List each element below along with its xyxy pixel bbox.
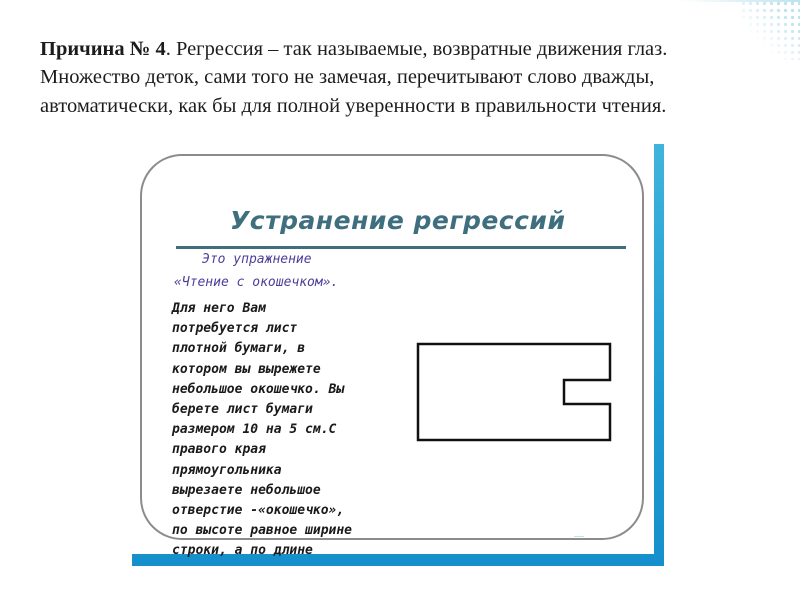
body-line: строки, а по длине xyxy=(172,543,313,559)
corner-decoration xyxy=(740,0,800,60)
body-line: правого края xyxy=(172,442,266,458)
body-line: небольшое окошечко. Вы xyxy=(172,381,345,397)
body-line: котором вы вырежете xyxy=(172,361,321,377)
body-line: прямоугольника xyxy=(172,462,282,478)
picture-title: Устранение регрессий xyxy=(230,206,566,235)
window-card-diagram xyxy=(416,342,616,446)
reason-text: . Регрессия – так называемые, возвратные движения глаз. Множество деток, сами того не замечая, перечитывают слово дважды, автоматически, как бы для полной уверенности в правильности чтения. xyxy=(40,37,668,117)
body-line: отверстие -«окошечко», xyxy=(172,503,345,519)
corner-line xyxy=(680,0,800,2)
body-line: берете лист бумаги xyxy=(172,402,313,418)
body-line: по высоте равное ширине xyxy=(172,523,353,539)
picture-subtitle xyxy=(174,248,474,294)
body-line: Для него Вам xyxy=(172,301,266,316)
picture-mark xyxy=(574,536,584,541)
reason-heading: Причина № 4 xyxy=(40,37,166,60)
body-line: плотной бумаги, в xyxy=(172,341,306,357)
subtitle-line-2: «Чтение с окошечком». xyxy=(174,275,339,290)
body-line: размером 10 на 5 см.С xyxy=(172,422,337,438)
body-line: вырезаете небольшое xyxy=(172,482,321,498)
body-line: потребуется лист xyxy=(172,321,298,337)
picture-body-text xyxy=(172,299,412,562)
cardboard-with-window-shape xyxy=(418,344,610,440)
subtitle-line-1: Это упражнение xyxy=(202,252,312,267)
slide-paragraph xyxy=(40,35,700,121)
exercise-picture xyxy=(132,144,664,566)
